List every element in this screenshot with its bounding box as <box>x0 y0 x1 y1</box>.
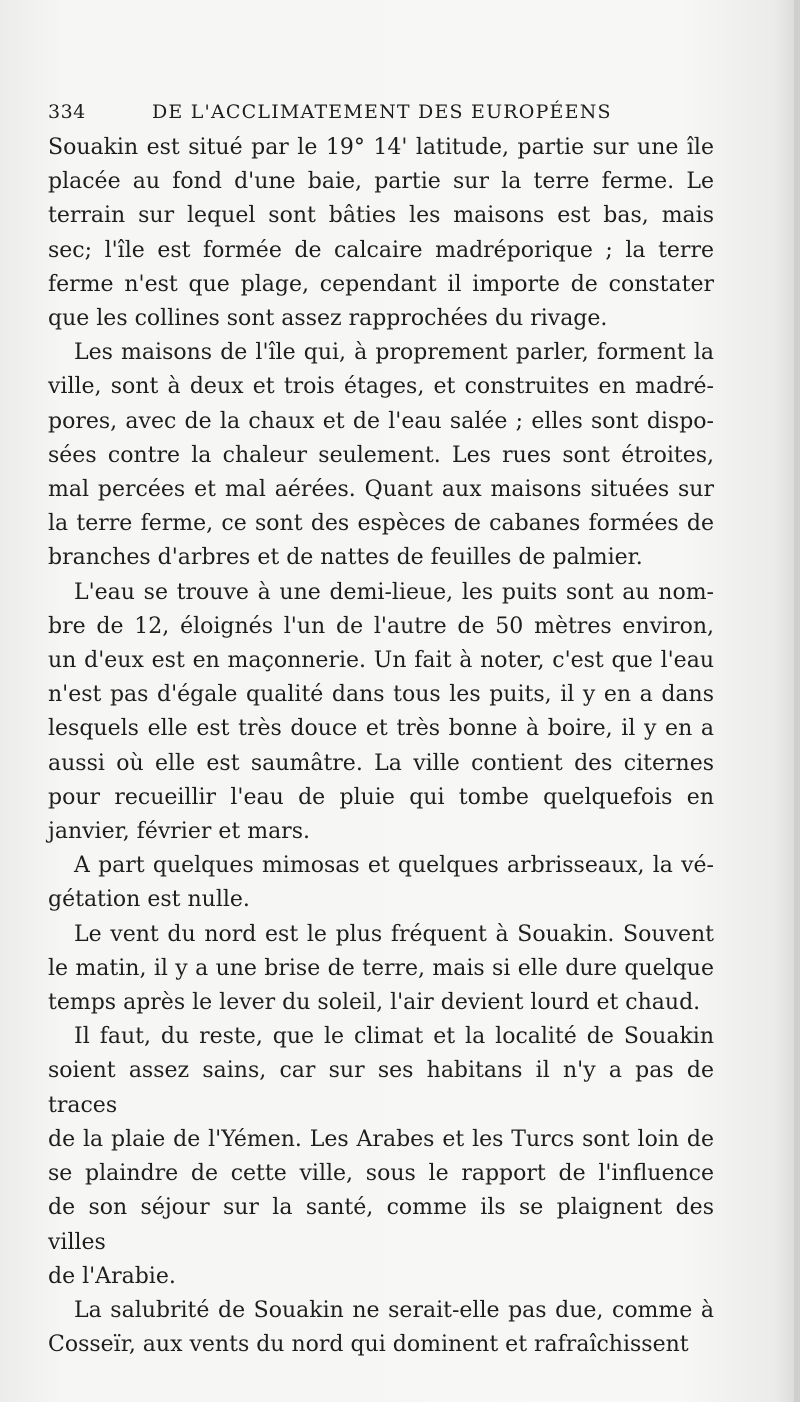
text-line: un d'eux est en maçonnerie. Un fait à noter, c'est que l'eau <box>48 648 714 674</box>
text-line: temps après le lever du soleil, l'air devient lourd et chaud. <box>48 990 701 1016</box>
text-line: n'est pas d'égale qualité dans tous les puits, il y en a dans <box>48 682 714 708</box>
text-line: de l'Arabie. <box>48 1263 176 1289</box>
text-line: Le vent du nord est le plus fréquent à Souakin. Souvent <box>74 921 714 947</box>
text-line: L'eau se trouve à une demi-lieue, les puits sont au nom- <box>74 579 714 605</box>
text-line: lesquels elle est très douce et très bonne à boire, il y en a <box>48 716 714 742</box>
text-line: Cosseïr, aux vents du nord qui dominent et rafraîchissent <box>48 1332 689 1358</box>
text-line: ville, sont à deux et trois étages, et construites en madré- <box>48 374 714 400</box>
text-line: Souakin est situé par le 19° 14' latitude, partie sur une île <box>48 135 714 160</box>
text-line: branches d'arbres et de nattes de feuilles de palmier. <box>48 545 643 571</box>
running-title: DE L'ACCLIMATEMENT DES EUROPÉENS <box>152 101 612 123</box>
text-line: A part quelques mimosas et quelques arbrisseaux, la vé- <box>74 853 714 879</box>
text-line: Il faut, du reste, que le climat et la localité de Souakin <box>74 1024 714 1050</box>
page-header <box>48 95 718 129</box>
text-line: de la plaie de l'Yémen. Les Arabes et les Turcs sont loin de <box>48 1126 714 1152</box>
text-line: de son séjour sur la santé, comme ils se plaignent des villes <box>48 1195 714 1255</box>
text-line: la terre ferme, ce sont des espèces de cabanes formées de <box>48 511 714 537</box>
text-line: terrain sur lequel sont bâties les maisons est bas, mais <box>48 203 714 229</box>
body-text <box>48 131 714 1362</box>
text-line: gétation est nulle. <box>48 887 250 913</box>
text-line: janvier, février et mars. <box>48 819 310 845</box>
text-line: sec; l'île est formée de calcaire madréporique ; la terre <box>48 237 714 263</box>
text-line: placée au fond d'une baie, partie sur la terre ferme. Le <box>48 169 714 195</box>
text-line: Les maisons de l'île qui, à proprement parler, forment la <box>74 340 714 366</box>
text-line: ferme n'est que plage, cependant il importe de constater <box>48 271 714 297</box>
text-line: aussi où elle est saumâtre. La ville contient des citernes <box>48 750 714 776</box>
text-line: sées contre la chaleur seulement. Les rues sont étroites, <box>48 442 714 468</box>
text-line: pores, avec de la chaux et de l'eau salée ; elles sont dispo- <box>48 408 714 434</box>
text-line: La salubrité de Souakin ne serait-elle pas due, comme à <box>74 1297 714 1323</box>
text-line: soient assez sains, car sur ses habitans il n'y a pas de traces <box>48 1058 714 1118</box>
text-line: que les collines sont assez rapprochées du rivage. <box>48 306 608 332</box>
text-line: pour recueillir l'eau de pluie qui tombe quelquefois en <box>48 784 714 810</box>
text-line: mal percées et mal aérées. Quant aux maisons situées sur <box>48 477 714 503</box>
text-line: bre de 12, éloignés l'un de l'autre de 50 mètres environ, <box>48 613 714 639</box>
text-line: le matin, il y a une brise de terre, mais si elle dure quelque <box>48 955 714 981</box>
page-edge <box>794 0 800 1402</box>
page-number: 334 <box>48 101 86 123</box>
text-line: se plaindre de cette ville, sous le rapport de l'influence <box>48 1161 714 1187</box>
